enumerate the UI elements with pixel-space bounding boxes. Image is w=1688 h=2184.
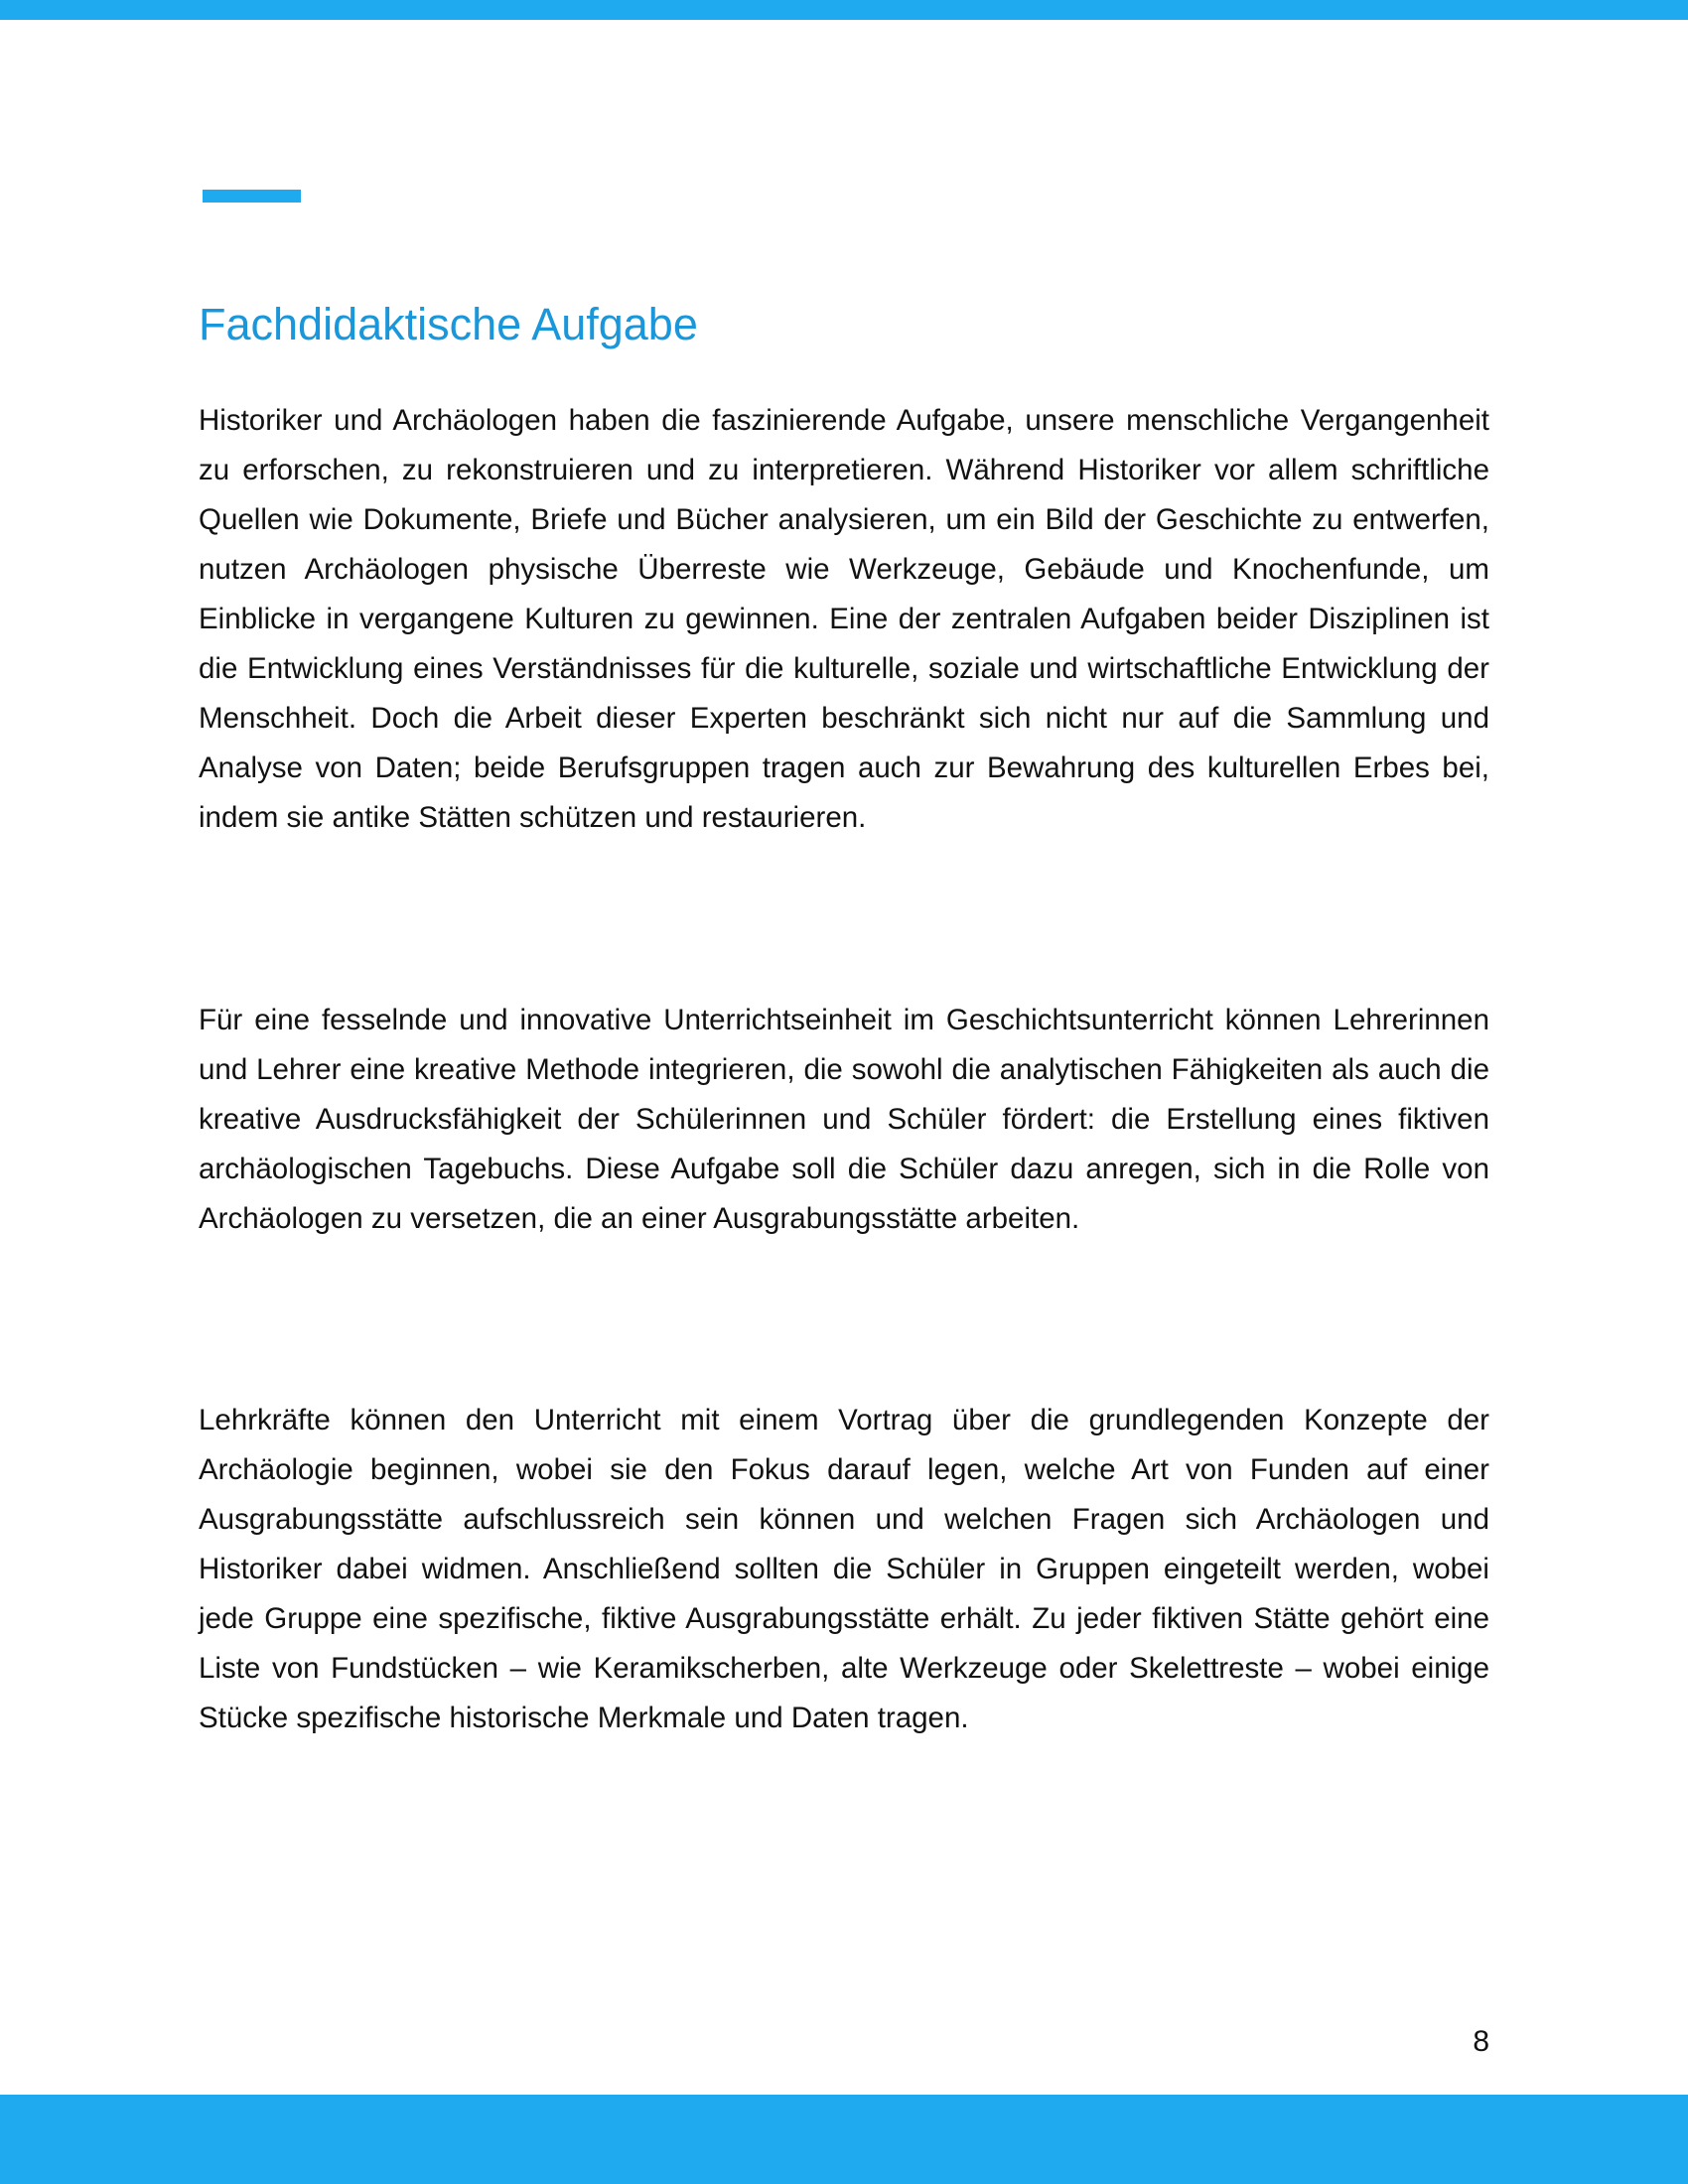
page-title: Fachdidaktische Aufgabe <box>199 299 698 349</box>
paragraph-2: Für eine fesselnde und innovative Unterrichtseinheit im Geschichtsunterricht können Lehrerinnen und Lehrer eine kreative Methode integrieren, die sowohl die analytischen Fähigkeiten als auch die kreative Ausdrucksfähigkeit der Schülerinnen und Schüler fördert: die Erstellung eines fiktiven archäologischen Tagebuchs. Diese Aufgabe soll die Schüler dazu anregen, sich in die Rolle von Archäologen zu versetzen, die an einer Ausgrabungsstätte arbeiten. <box>199 1004 1489 1235</box>
title-accent-rule <box>203 190 301 203</box>
paragraph-1: Historiker und Archäologen haben die faszinierende Aufgabe, unsere menschliche Vergangenheit zu erforschen, zu rekonstruieren und zu interpretieren. Während Historiker vor allem schriftliche Quellen wie Dokumente, Briefe und Bücher analysieren, um ein Bild der Geschichte zu entwerfen, nutzen Archäologen physische Überreste wie Werkzeuge, Gebäude und Knochenfunde, um Einblicke in vergangene Kulturen zu gewinnen. Eine der zentralen Aufgaben beider Disziplinen ist die Entwicklung eines Verständnisses für die kulturelle, soziale und wirtschaftliche Entwicklung der Menschheit. Doch die Arbeit dieser Experten beschränkt sich nicht nur auf die Sammlung und Analyse von Daten; beide Berufsgruppen tragen auch zur Bewahrung des kulturellen Erbes bei, indem sie antike Stätten schützen und restaurieren. <box>199 404 1489 834</box>
page-number: 8 <box>1473 2025 1489 2058</box>
bottom-accent-bar <box>0 2095 1688 2184</box>
top-accent-bar <box>0 0 1688 20</box>
paragraph-3: Lehrkräfte können den Unterricht mit einem Vortrag über die grundlegenden Konzepte der Archäologie beginnen, wobei sie den Fokus darauf legen, welche Art von Funden auf einer Ausgrabungsstätte aufschlussreich sein können und welchen Fragen sich Archäologen und Historiker dabei widmen. Anschließend sollten die Schüler in Gruppen eingeteilt werden, wobei jede Gruppe eine spezifische, fiktive Ausgrabungsstätte erhält. Zu jeder fiktiven Stätte gehört eine Liste von Fundstücken – wie Keramikscherben, alte Werkzeuge oder Skelettreste – wobei einige Stücke spezifische historische Merkmale und Daten tragen. <box>199 1404 1489 1734</box>
